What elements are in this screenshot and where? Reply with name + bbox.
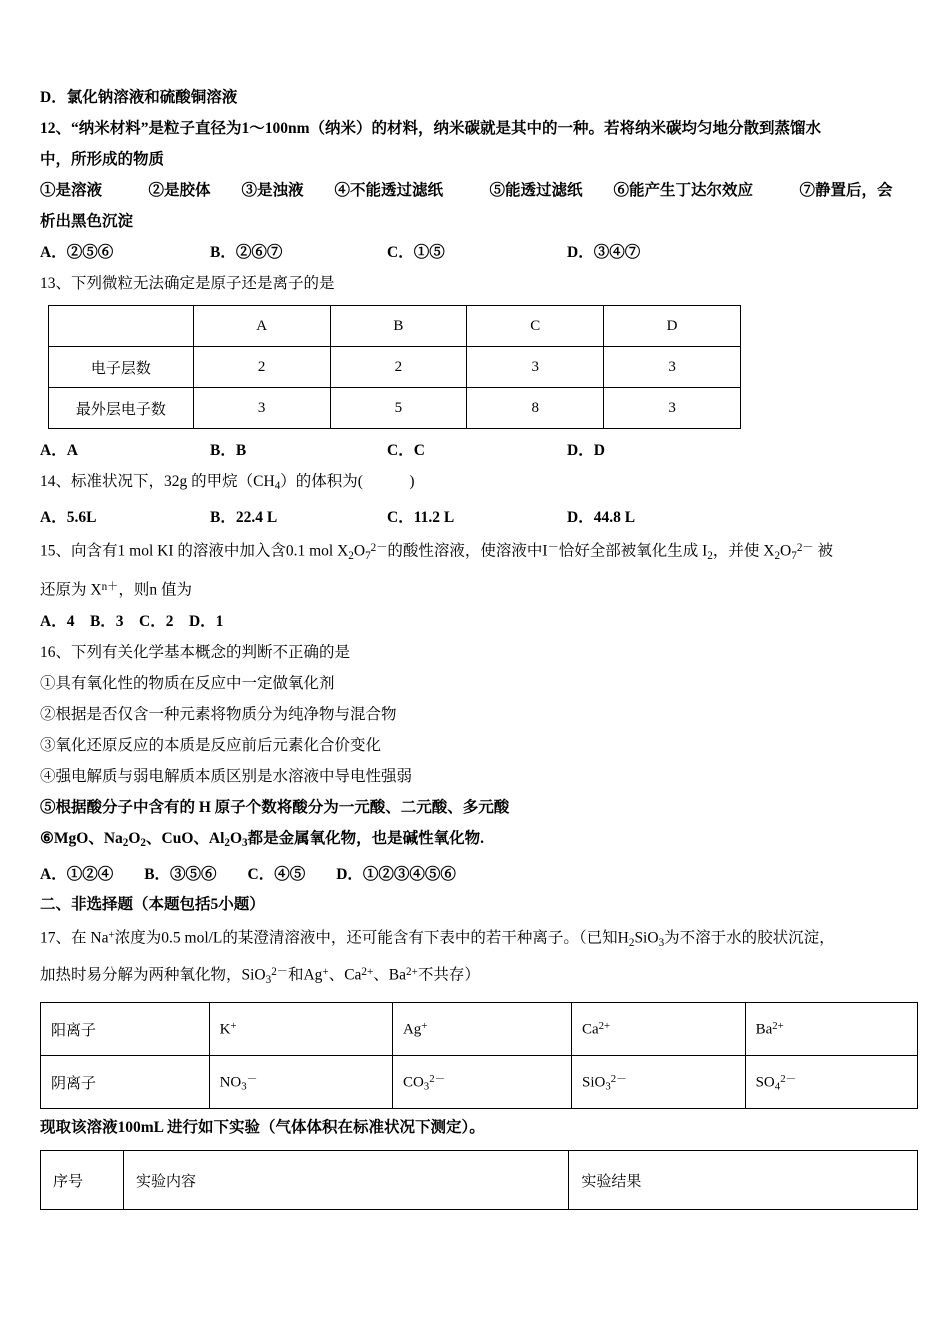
- question-15-stem-line1: [40, 533, 918, 572]
- q15-p7: 被: [813, 542, 833, 560]
- question-14-stem-suffix: ）的体积为( ): [280, 473, 415, 490]
- q13-row1-d: 3: [604, 347, 741, 388]
- question-16-stem-text: 下列有关化学基本概念的判断不正确的是: [71, 643, 351, 661]
- question-17-ion-table: [40, 1002, 918, 1109]
- ion-cation-4-charge: 2+: [772, 1019, 784, 1032]
- q13-header-blank: [49, 306, 194, 347]
- q15-p3: 的酸性溶液，使溶液中I: [387, 542, 548, 560]
- q17-l1-p2: 浓度为0.5 mol/L的某澄清溶液中，还可能含有下表中的若干种离子。（已知H: [114, 929, 629, 947]
- q17-l2-sup2: +: [322, 966, 329, 979]
- question-12-option-c[interactable]: C．①⑤: [387, 244, 445, 261]
- q15-sup2: －: [547, 542, 559, 555]
- ion-cation-2: [392, 1003, 571, 1056]
- question-14-methane-subscript: 4: [274, 480, 281, 493]
- question-17-stem-line1: [40, 920, 918, 958]
- question-12-option-b[interactable]: B．②⑥⑦: [210, 244, 283, 261]
- q17-l1-sup1: +: [108, 928, 115, 941]
- ion-anion-3-charge: 2－: [610, 1073, 627, 1086]
- q16-i6-s3: 2: [224, 836, 230, 849]
- ion-anion-1: [209, 1056, 392, 1109]
- ion-anion-2: [392, 1056, 571, 1109]
- ion-cation-1-charge: +: [230, 1019, 237, 1032]
- q15-p6: O: [780, 542, 792, 560]
- q16-i6-p2: O: [128, 829, 141, 847]
- q13-row2-label: 最外层电子数: [49, 388, 194, 429]
- q17-l2-p1: 加热时易分解为两种氧化物，SiO: [40, 967, 266, 985]
- q17-l2-p4: 、Ba: [373, 967, 407, 985]
- question-13-stem: [40, 268, 918, 299]
- question-12-items-line1: ①是溶液 ②是胶体 ③是浊液 ④不能透过滤纸 ⑤能透过滤纸 ⑥能产生丁达尔效应 ⑦静置后，会: [40, 182, 893, 199]
- question-16-options[interactable]: A．①②④ B．③⑤⑥ C．④⑤ D．①②③④⑤⑥: [40, 865, 456, 883]
- question-14-option-a[interactable]: A．5.6L: [40, 509, 97, 527]
- question-17-stem-line2: [40, 957, 918, 996]
- question-12-items-line2: 析出黑色沉淀: [40, 213, 134, 230]
- question-16-item-1: ①具有氧化性的物质在反应中一定做氧化剂: [40, 674, 335, 692]
- q16-i6-p4: O: [229, 829, 243, 847]
- q15-s4: 2: [774, 549, 781, 562]
- q13-row2-d: 3: [604, 388, 741, 429]
- q13-row2-b: 5: [330, 388, 467, 429]
- table-row: [49, 347, 741, 388]
- question-13-option-a[interactable]: A．A: [40, 442, 78, 459]
- q15-s1: 2: [348, 549, 354, 562]
- question-16-item-4: ④强电解质与弱电解质本质区别是水溶液中导电性强弱: [40, 767, 413, 785]
- ion-anion-4-charge: 2－: [780, 1073, 797, 1086]
- q17-l1-p3: SiO: [634, 929, 659, 947]
- q13-row2-c: 8: [467, 388, 604, 429]
- q13-header-b: B: [330, 306, 467, 347]
- q15-l2-sup1: n＋: [101, 580, 119, 593]
- ion-cation-1: [209, 1003, 392, 1056]
- question-12-stem-line1: “纳米材料”是粒子直径为1～100nm（纳米）的材料，纳米碳就是其中的一种。若将纳米碳均匀地分散到蒸馏水: [71, 120, 822, 137]
- q15-p4: 恰好全部被氧化生成 I: [558, 542, 708, 560]
- table-row: [49, 388, 741, 429]
- q15-sup1: 2－: [370, 542, 388, 555]
- question-14-stem: [40, 466, 918, 502]
- previous-question-option-d: D．氯化钠溶液和硫酸铜溶液: [40, 89, 238, 106]
- q17-l2-p2: 和Ag: [287, 967, 323, 985]
- ion-cation-1-formula: K: [219, 1021, 231, 1038]
- q15-p2: O: [353, 542, 366, 560]
- q17-l2-sup4: 2+: [406, 966, 418, 979]
- q15-l2-p1: 还原为 X: [40, 581, 102, 599]
- question-16-stem: [40, 637, 918, 668]
- question-12-option-d[interactable]: D．③④⑦: [567, 244, 641, 261]
- question-12-stem: [40, 113, 918, 144]
- question-17-number: 17、: [40, 929, 72, 947]
- ion-cation-3-formula: Ca: [581, 1021, 599, 1038]
- q17-l1-p1: 在 Na: [71, 929, 109, 947]
- ion-cation-2-charge: +: [421, 1019, 428, 1032]
- q16-i6-s2: 2: [140, 836, 146, 849]
- question-13-table: [48, 305, 741, 429]
- question-16-item-3: ③氧化还原反应的本质是反应前后元素化合价变化: [40, 736, 382, 754]
- q17-l2-s1: 3: [265, 974, 272, 987]
- q16-i6-p1: ⑥MgO、Na: [40, 829, 123, 847]
- ion-anion-2-subscript: 3: [423, 1081, 430, 1093]
- question-13-option-c[interactable]: C．C: [387, 442, 425, 459]
- ion-cation-3: [571, 1003, 745, 1056]
- ion-anion-2-charge: 2－: [429, 1073, 446, 1086]
- q15-s3: 2: [707, 549, 713, 562]
- q15-s5: 7: [791, 549, 797, 562]
- q13-row1-a: 2: [193, 347, 330, 388]
- section-2-heading: 二、非选择题（本题包括5小题）: [40, 895, 265, 913]
- q17-l1-p4: 为不溶于水的胶状沉淀，: [664, 929, 835, 947]
- q13-header-d: D: [604, 306, 741, 347]
- question-14-stem-prefix: 标准状况下，32g 的甲烷（CH: [71, 473, 275, 490]
- ion-cation-2-formula: Ag: [402, 1021, 422, 1038]
- question-14-option-b[interactable]: B．22.4 L: [210, 509, 278, 527]
- table-row-header: [41, 1151, 918, 1210]
- table-row-header: [49, 306, 741, 347]
- question-12-option-a[interactable]: A．②⑤⑥: [40, 244, 114, 261]
- q16-i6-s4: 3: [242, 836, 248, 849]
- question-16-item-5: ⑤根据酸分子中含有的 H 原子个数将酸分为一元酸、二元酸、多元酸: [40, 798, 510, 816]
- table-row-cations: [41, 1003, 918, 1056]
- ion-row-cation-label: 阳离子: [41, 1003, 210, 1056]
- question-16-item-2: ②根据是否仅含一种元素将物质分为纯净物与混合物: [40, 705, 397, 723]
- q13-row1-label: 电子层数: [49, 347, 194, 388]
- ion-anion-4-formula: SO: [755, 1074, 775, 1091]
- question-14-option-d[interactable]: D．44.8 L: [567, 509, 636, 527]
- q17-l2-p5: 不共存）: [417, 967, 480, 985]
- q13-row1-c: 3: [467, 347, 604, 388]
- question-16-number: 16、: [40, 643, 72, 661]
- question-12-number: 12、: [40, 120, 72, 137]
- question-13-option-b[interactable]: B．B: [210, 442, 247, 459]
- ion-anion-1-formula: NO: [219, 1074, 242, 1091]
- q15-l2-p2: ，则n 值为: [118, 581, 192, 599]
- ion-cation-3-charge: 2+: [598, 1019, 611, 1032]
- q17-l1-s1: 2: [628, 936, 635, 949]
- q16-i6-p5: 都是金属氧化物，也是碱性氧化物.: [247, 829, 484, 847]
- question-12-stem-line2: 中，所形成的物质: [40, 151, 165, 168]
- ion-cation-4-formula: Ba: [755, 1021, 773, 1038]
- question-17-experiment-table: [40, 1150, 918, 1210]
- ion-anion-2-formula: CO: [402, 1074, 424, 1091]
- ion-anion-4-subscript: 4: [774, 1081, 781, 1093]
- question-15-number: 15、: [40, 542, 72, 560]
- q15-p5: ，并使 X: [712, 542, 775, 560]
- ion-anion-1-charge: －: [246, 1073, 258, 1086]
- ion-anion-3: [571, 1056, 745, 1109]
- q13-header-a: A: [193, 306, 330, 347]
- question-13-number: 13、: [40, 275, 72, 292]
- question-14-options: [40, 502, 918, 533]
- q17-l2-sup1: 2－: [271, 966, 288, 979]
- page-content: [40, 82, 918, 1210]
- question-17-after-table-text: 现取该溶液100mL 进行如下实验（气体体积在标准状况下测定）。: [40, 1119, 485, 1137]
- question-12-options: [40, 237, 918, 268]
- question-15-options[interactable]: A．4 B．3 C．2 D．1: [40, 612, 224, 630]
- question-13-options: [40, 435, 918, 466]
- table-row-anions: [41, 1056, 918, 1109]
- q13-row2-a: 3: [193, 388, 330, 429]
- ion-row-anion-label: 阴离子: [41, 1056, 210, 1109]
- question-13-option-d[interactable]: D．D: [567, 442, 605, 459]
- q17-l1-s2: 3: [658, 936, 665, 949]
- ion-cation-4: [745, 1003, 917, 1056]
- question-16-item-6: [40, 823, 918, 859]
- ion-anion-3-subscript: 3: [605, 1081, 611, 1093]
- question-13-stem-text: 下列微粒无法确定是原子还是离子的是: [71, 275, 335, 292]
- q15-sup3: 2－: [796, 542, 814, 555]
- q13-row1-b: 2: [330, 347, 467, 388]
- question-14-option-c[interactable]: C．11.2 L: [387, 509, 455, 527]
- exp-header-index: 序号: [41, 1151, 124, 1210]
- ion-anion-4: [745, 1056, 917, 1109]
- q13-header-c: C: [467, 306, 604, 347]
- q15-p1: 向含有1 mol KI 的溶液中加入含0.1 mol X: [71, 542, 349, 560]
- question-14-number: 14、: [40, 473, 72, 490]
- q16-i6-p3: 、CuO、Al: [146, 829, 225, 847]
- q17-l2-sup3: 2+: [361, 966, 374, 979]
- q16-i6-s1: 2: [122, 836, 129, 849]
- q17-l2-p3: 、Ca: [328, 967, 362, 985]
- q15-s2: 7: [365, 549, 371, 562]
- question-15-stem-line2: [40, 572, 918, 606]
- ion-anion-3-formula: SiO: [581, 1074, 606, 1091]
- exp-header-content: 实验内容: [124, 1151, 569, 1210]
- ion-anion-1-subscript: 3: [241, 1081, 247, 1093]
- exp-header-result: 实验结果: [569, 1151, 918, 1210]
